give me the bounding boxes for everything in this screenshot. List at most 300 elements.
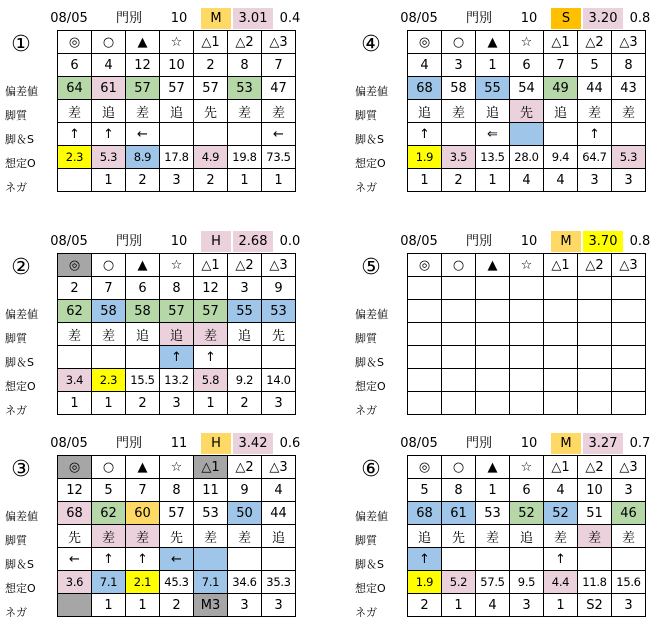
row-label: ネガ [355,181,377,194]
grid-cell: 58 [442,77,476,100]
mark-cell: △2 [578,456,612,479]
grid-cell: 1 [476,169,510,192]
prediction-grid [57,30,296,192]
panel-header [5,5,315,29]
grid-cell: 3.4 [58,369,92,392]
track-label: 門別 [465,234,492,249]
grid-cell: 62 [92,502,126,525]
grid-cell: 53 [194,502,228,525]
grid-cell: 差 [544,525,578,548]
grid-cell: 先 [510,100,544,123]
mark-cell: △3 [262,254,296,277]
row-label: 偏差値 [5,85,38,98]
grid-cell: 6 [126,277,160,300]
data-row [408,502,646,525]
grid-cell [476,277,510,300]
grid-cell: 60 [126,502,160,525]
data-row [58,525,296,548]
grid-cell [228,548,262,571]
track-label: 門別 [465,11,492,26]
panel-header [5,430,315,454]
grid-cell: 追 [544,100,578,123]
grid-cell: 1.9 [408,146,442,169]
race-circle-number: ④ [361,32,381,57]
race-circle-number: ⑤ [361,255,381,280]
row-label: ネガ [5,606,27,619]
race-number: 10 [170,234,188,249]
date-label: 08/05 [50,234,88,249]
grid-cell: 55 [476,77,510,100]
grid-cell [578,392,612,415]
mark-cell: ☆ [160,254,194,277]
grid-cell: 3 [612,594,646,617]
data-row [408,594,646,617]
grid-cell: 2 [194,169,228,192]
panel-header [355,228,665,252]
grid-cell [262,548,296,571]
grid-cell: 7 [544,54,578,77]
grid-cell: ↑ [578,123,612,146]
data-row [408,169,646,192]
grid-cell [510,300,544,323]
mark-cell: △1 [194,31,228,54]
mark-cell: ○ [92,456,126,479]
data-row [58,300,296,323]
grid-cell: 3 [160,392,194,415]
race-number: 10 [520,234,538,249]
track-label: 門別 [115,436,142,451]
grid-cell: 43 [612,77,646,100]
grid-cell: 3 [262,392,296,415]
grid-cell: 3 [612,169,646,192]
grid-cell: 3 [262,594,296,617]
mark-cell: △3 [612,254,646,277]
data-row [58,502,296,525]
index-value: 3.42 [233,433,273,454]
index-value: 3.01 [233,8,273,29]
data-row [408,146,646,169]
race-panel [5,5,315,205]
grid-cell: 4 [476,594,510,617]
data-row [58,323,296,346]
grid-cell: 1 [442,594,476,617]
grid-cell [228,346,262,369]
grid-cell: 57 [126,77,160,100]
grid-cell: 1 [476,479,510,502]
grid-cell: 1 [58,392,92,415]
grid-cell [408,369,442,392]
grid-cell [126,346,160,369]
grid-cell: 2 [126,392,160,415]
grid-cell: 4 [510,169,544,192]
grid-cell: 8.9 [126,146,160,169]
race-circle-number: ② [11,255,31,280]
grid-cell [510,392,544,415]
race-panel [355,430,665,630]
data-row [58,100,296,123]
grid-cell: 73.5 [262,146,296,169]
mark-cell: △1 [194,456,228,479]
data-row [408,123,646,146]
grid-cell: 追 [408,100,442,123]
grid-cell: ↑ [92,548,126,571]
data-row [408,323,646,346]
mark-row [58,254,296,277]
mark-cell: △2 [228,456,262,479]
grid-cell: 追 [92,100,126,123]
grid-cell [476,323,510,346]
grid-cell [578,369,612,392]
row-label: 想定O [355,157,386,170]
grid-cell: 1 [476,54,510,77]
data-row [58,479,296,502]
mark-cell: ○ [92,254,126,277]
grid-cell: 1 [194,392,228,415]
row-label: 想定O [355,582,386,595]
mark-cell: △2 [228,254,262,277]
data-row [408,77,646,100]
grid-cell [544,123,578,146]
grid-cell: 11 [194,479,228,502]
grid-cell: 追 [228,323,262,346]
sub-value: 0.8 [629,11,651,26]
row-label: 脚質 [5,332,27,345]
grid-cell: 差 [126,525,160,548]
grid-cell: 3 [442,54,476,77]
grid-cell [58,169,92,192]
row-label: 想定O [355,380,386,393]
grid-cell: 13.2 [160,369,194,392]
grid-cell: 45.3 [160,571,194,594]
data-row [58,392,296,415]
mark-cell: ▲ [126,456,160,479]
grid-cell: 2 [442,169,476,192]
mark-cell: △1 [544,254,578,277]
race-circle-number: ③ [11,457,31,482]
grid-cell [578,346,612,369]
grid-cell: 10 [160,54,194,77]
mark-row [58,456,296,479]
grid-cell [442,369,476,392]
grid-cell: 差 [612,100,646,123]
grid-cell: ← [58,548,92,571]
grid-cell: 4 [92,54,126,77]
race-circle-number: ① [11,32,31,57]
grid-cell: ↑ [408,123,442,146]
grid-cell: 追 [408,525,442,548]
data-row [58,594,296,617]
mark-cell: ◎ [58,31,92,54]
grid-cell [544,323,578,346]
grid-cell [578,548,612,571]
grid-cell [442,300,476,323]
mark-row [408,456,646,479]
data-row [408,54,646,77]
grid-cell [408,277,442,300]
row-label: 脚＆S [355,133,384,146]
grid-cell [442,323,476,346]
grid-cell: 5.8 [194,369,228,392]
prediction-grid [407,253,646,415]
grid-cell: 3 [612,479,646,502]
grid-cell [476,392,510,415]
grid-cell [442,392,476,415]
grid-cell [194,123,228,146]
panel-header [5,228,315,252]
grid-cell: 差 [58,323,92,346]
prediction-grid [407,30,646,192]
grid-cell: 3 [228,594,262,617]
grid-cell [408,323,442,346]
grid-cell [510,548,544,571]
grid-cell: 4 [544,479,578,502]
grid-cell: 先 [442,525,476,548]
row-label: 偏差値 [355,510,388,523]
grid-cell: 3 [160,169,194,192]
race-panel [355,228,665,428]
grid-cell: 53 [228,77,262,100]
mark-cell: △2 [578,31,612,54]
grid-cell [442,277,476,300]
row-label: 脚質 [5,534,27,547]
mark-cell: ☆ [160,456,194,479]
grid-cell: ↑ [408,548,442,571]
grid-cell: 差 [92,525,126,548]
grid-cell: 先 [262,323,296,346]
grid-cell [510,346,544,369]
grid-cell: 58 [126,300,160,323]
grid-cell: 先 [194,100,228,123]
data-row [58,146,296,169]
grid-cell: 3 [578,169,612,192]
data-row [408,571,646,594]
grid-cell: 8 [160,277,194,300]
row-label: 想定O [5,380,36,393]
grid-cell: 57 [160,77,194,100]
grid-cell [612,123,646,146]
track-label: 門別 [115,11,142,26]
data-row [408,300,646,323]
data-row [408,100,646,123]
row-label: ネガ [5,181,27,194]
row-label: 脚＆S [5,133,34,146]
grid-cell: 61 [442,502,476,525]
grid-cell [476,369,510,392]
grid-cell [58,594,92,617]
mark-cell: ▲ [476,31,510,54]
grid-cell: 68 [408,77,442,100]
grid-cell: 1 [126,594,160,617]
data-row [58,548,296,571]
grid-cell: 62 [58,300,92,323]
grid-cell [612,392,646,415]
grid-cell: 15.5 [126,369,160,392]
grid-cell: 2 [160,594,194,617]
grid-cell: 4 [262,479,296,502]
grid-cell [612,548,646,571]
grid-cell: 差 [194,525,228,548]
row-label: 偏差値 [355,308,388,321]
grid-cell: 9.2 [228,369,262,392]
grid-cell: 追 [126,323,160,346]
grid-cell: 12 [58,479,92,502]
data-row [58,346,296,369]
mark-cell: ▲ [126,31,160,54]
sub-value: 0.8 [629,234,651,249]
grid-cell: 10 [578,479,612,502]
grid-cell: 7 [126,479,160,502]
mark-cell: △1 [544,456,578,479]
grid-cell: 12 [194,277,228,300]
grid-cell: 57 [160,300,194,323]
race-number: 11 [170,436,188,451]
grid-cell: 3 [228,277,262,300]
grid-cell: 5 [578,54,612,77]
grid-cell [476,346,510,369]
grid-cell: 4.4 [544,571,578,594]
grid-cell: 28.0 [510,146,544,169]
grid-cell: ← [126,123,160,146]
data-row [58,169,296,192]
mark-cell: ☆ [510,254,544,277]
grid-cell: 14.0 [262,369,296,392]
data-row [408,392,646,415]
grid-cell: ↑ [126,548,160,571]
grid-cell: 52 [510,502,544,525]
grid-cell [612,346,646,369]
grid-cell [228,123,262,146]
grid-cell: 7.1 [92,571,126,594]
grid-cell: 差 [612,525,646,548]
data-row [408,369,646,392]
grid-cell: 追 [476,100,510,123]
grid-cell: 34.6 [228,571,262,594]
prediction-grid [57,455,296,617]
grid-cell: 46 [612,502,646,525]
grid-cell: 53 [262,300,296,323]
grid-cell: ↑ [544,548,578,571]
mark-cell: △3 [262,31,296,54]
grid-cell [612,369,646,392]
mark-cell: △1 [194,254,228,277]
grid-cell: ↑ [58,123,92,146]
race-circle-number: ⑥ [361,457,381,482]
mark-cell: △3 [262,456,296,479]
grid-cell: 1.9 [408,571,442,594]
index-value: 3.20 [583,8,623,29]
grid-cell [578,323,612,346]
race-number: 10 [520,436,538,451]
grid-cell: 1 [228,169,262,192]
grid-cell: ↑ [92,123,126,146]
mark-cell: ◎ [58,254,92,277]
grid-cell: 9 [228,479,262,502]
grid-cell: 2 [58,277,92,300]
date-label: 08/05 [400,234,438,249]
race-panel [355,5,665,205]
grid-cell [510,369,544,392]
grid-cell [544,277,578,300]
grid-cell: 追 [262,525,296,548]
row-label: 脚＆S [5,558,34,571]
grid-cell: 差 [476,525,510,548]
grid-cell: 差 [194,323,228,346]
row-label: ネガ [355,606,377,619]
grid-cell: 57.5 [476,571,510,594]
mark-cell: △1 [544,31,578,54]
grid-cell: 53 [476,502,510,525]
grid-cell: 5 [408,479,442,502]
mark-cell: ☆ [510,31,544,54]
grid-cell: 4 [544,169,578,192]
grid-cell [510,123,544,146]
grid-cell: 差 [578,525,612,548]
data-row [58,54,296,77]
race-number: 10 [520,11,538,26]
mark-row [408,31,646,54]
grid-cell: 2 [126,169,160,192]
grid-cell [408,346,442,369]
grid-cell [612,277,646,300]
grid-cell [612,323,646,346]
grid-cell: 先 [160,525,194,548]
grid-cell: 13.5 [476,146,510,169]
index-value: 3.70 [583,231,623,252]
mark-cell: ◎ [408,31,442,54]
grid-cell: 先 [58,525,92,548]
mark-cell: ◎ [58,456,92,479]
grid-cell [408,300,442,323]
grid-cell: 9.4 [544,146,578,169]
grid-cell: 差 [442,100,476,123]
grid-cell: 5.2 [442,571,476,594]
grid-cell [578,300,612,323]
data-row [408,548,646,571]
date-label: 08/05 [50,11,88,26]
grid-cell [510,323,544,346]
date-label: 08/05 [400,11,438,26]
mark-cell: ☆ [510,456,544,479]
panel-header [355,430,665,454]
grid-cell [92,346,126,369]
sub-value: 0.4 [279,11,301,26]
row-label: 脚質 [355,534,377,547]
grid-cell: 差 [578,100,612,123]
race-panel [5,430,315,630]
mark-cell: ○ [92,31,126,54]
grid-cell [160,123,194,146]
mark-cell: △3 [612,31,646,54]
grid-cell [442,548,476,571]
mark-cell: △2 [578,254,612,277]
grid-cell: 2.1 [126,571,160,594]
grid-cell: 差 [92,323,126,346]
track-label: 門別 [115,234,142,249]
row-label: 脚＆S [355,356,384,369]
grid-cell: 6 [58,54,92,77]
mark-cell: △2 [228,31,262,54]
mark-cell: △3 [612,456,646,479]
sub-value: 0.6 [279,436,301,451]
grid-cell: 1 [408,169,442,192]
grid-cell: 8 [442,479,476,502]
grid-cell [544,369,578,392]
grid-cell: 6 [510,54,544,77]
grid-cell: 52 [544,502,578,525]
row-label: 脚質 [355,332,377,345]
mark-cell: ▲ [126,254,160,277]
race-number: 10 [170,11,188,26]
